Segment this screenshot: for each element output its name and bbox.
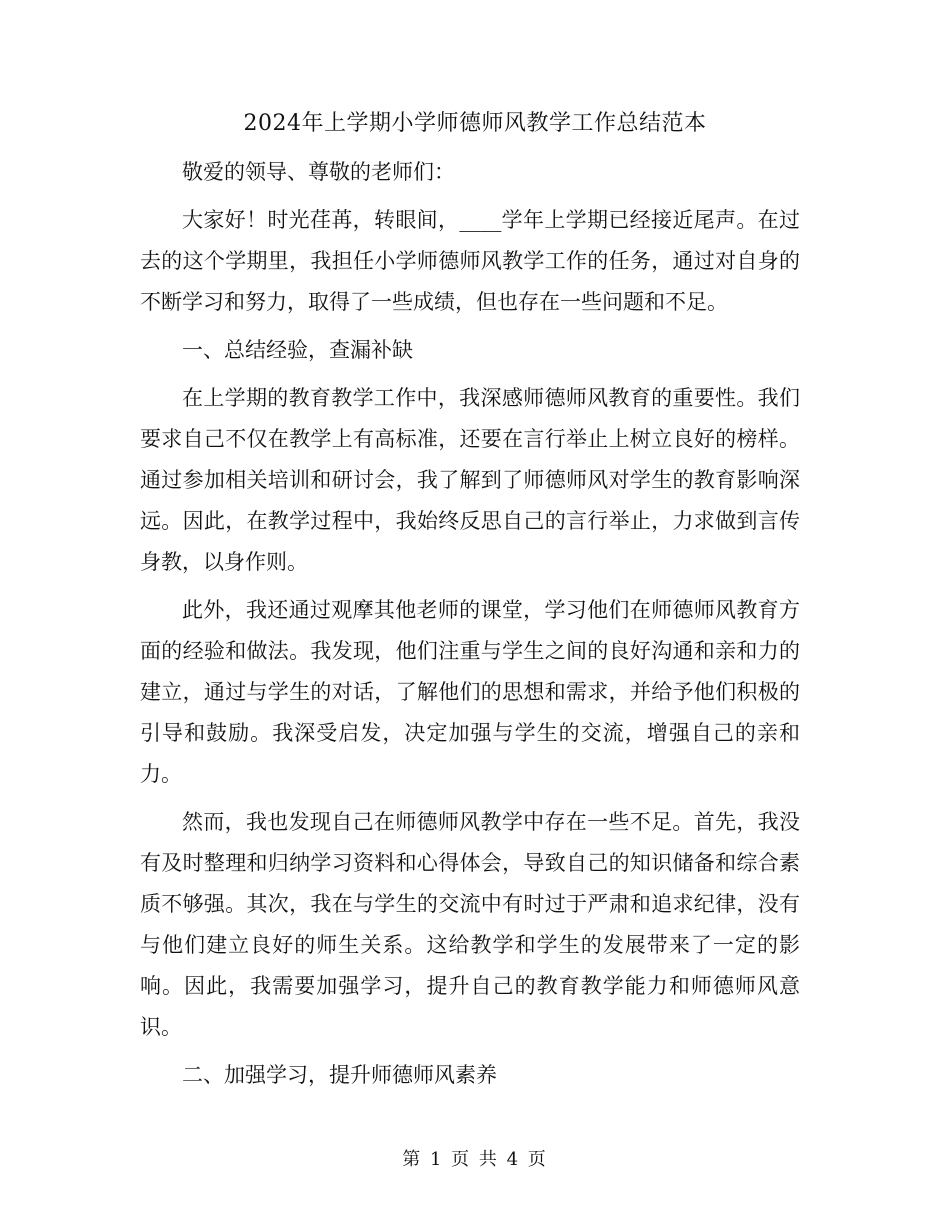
salutation: 敬爱的领导、尊敬的老师们： (182, 160, 455, 184)
paragraph-greeting: 大家好！时光荏苒，转眼间，____学年上学期已经接近尾声。在过去的这个学期里，我担任小学师德师风教学工作的任务，通过对自身的不断学习和努力，取得了一些成绩，但也存在一些问题和不足。 (140, 208, 800, 314)
paragraph: 然而，我也发现自己在师德师风教学中存在一些不足。首先，我没有及时整理和归纳学习资料和心得体会，导致自己的知识储备和综合素质不够强。其次，我在与学生的交流中有时过于严肃和追求纪律，没有与他们建立良好的师生关系。这给教学和学生的发展带来了一定的影响。因此，我需要加强学习，提升自己的教育教学能力和师德师风意识。 (140, 810, 800, 1039)
section-heading-1: 一、总结经验，查漏补缺 (182, 338, 413, 362)
page-number: 第 1 页 共 4 页 (402, 1149, 548, 1170)
paragraph: 此外，我还通过观摩其他老师的课堂，学习他们在师德师风教育方面的经验和做法。我发现，他们注重与学生之间的良好沟通和亲和力的建立，通过与学生的对话，了解他们的思想和需求，并给予他们积极的引导和鼓励。我深受启发，决定加强与学生的交流，增强自己的亲和力。 (140, 598, 800, 786)
section-heading-2: 二、加强学习，提升师德师风素养 (182, 1063, 497, 1087)
document-title: 2024年上学期小学师德师风教学工作总结范本 (243, 111, 707, 136)
paragraph: 在上学期的教育教学工作中，我深感师德师风教育的重要性。我们要求自己不仅在教学上有高标准，还要在言行举止上树立良好的榜样。通过参加相关培训和研讨会，我了解到了师德师风对学生的教育影响深远。因此，在教学过程中，我始终反思自己的言行举止，力求做到言传身教，以身作则。 (140, 386, 800, 574)
document-body (140, 152, 800, 1096)
